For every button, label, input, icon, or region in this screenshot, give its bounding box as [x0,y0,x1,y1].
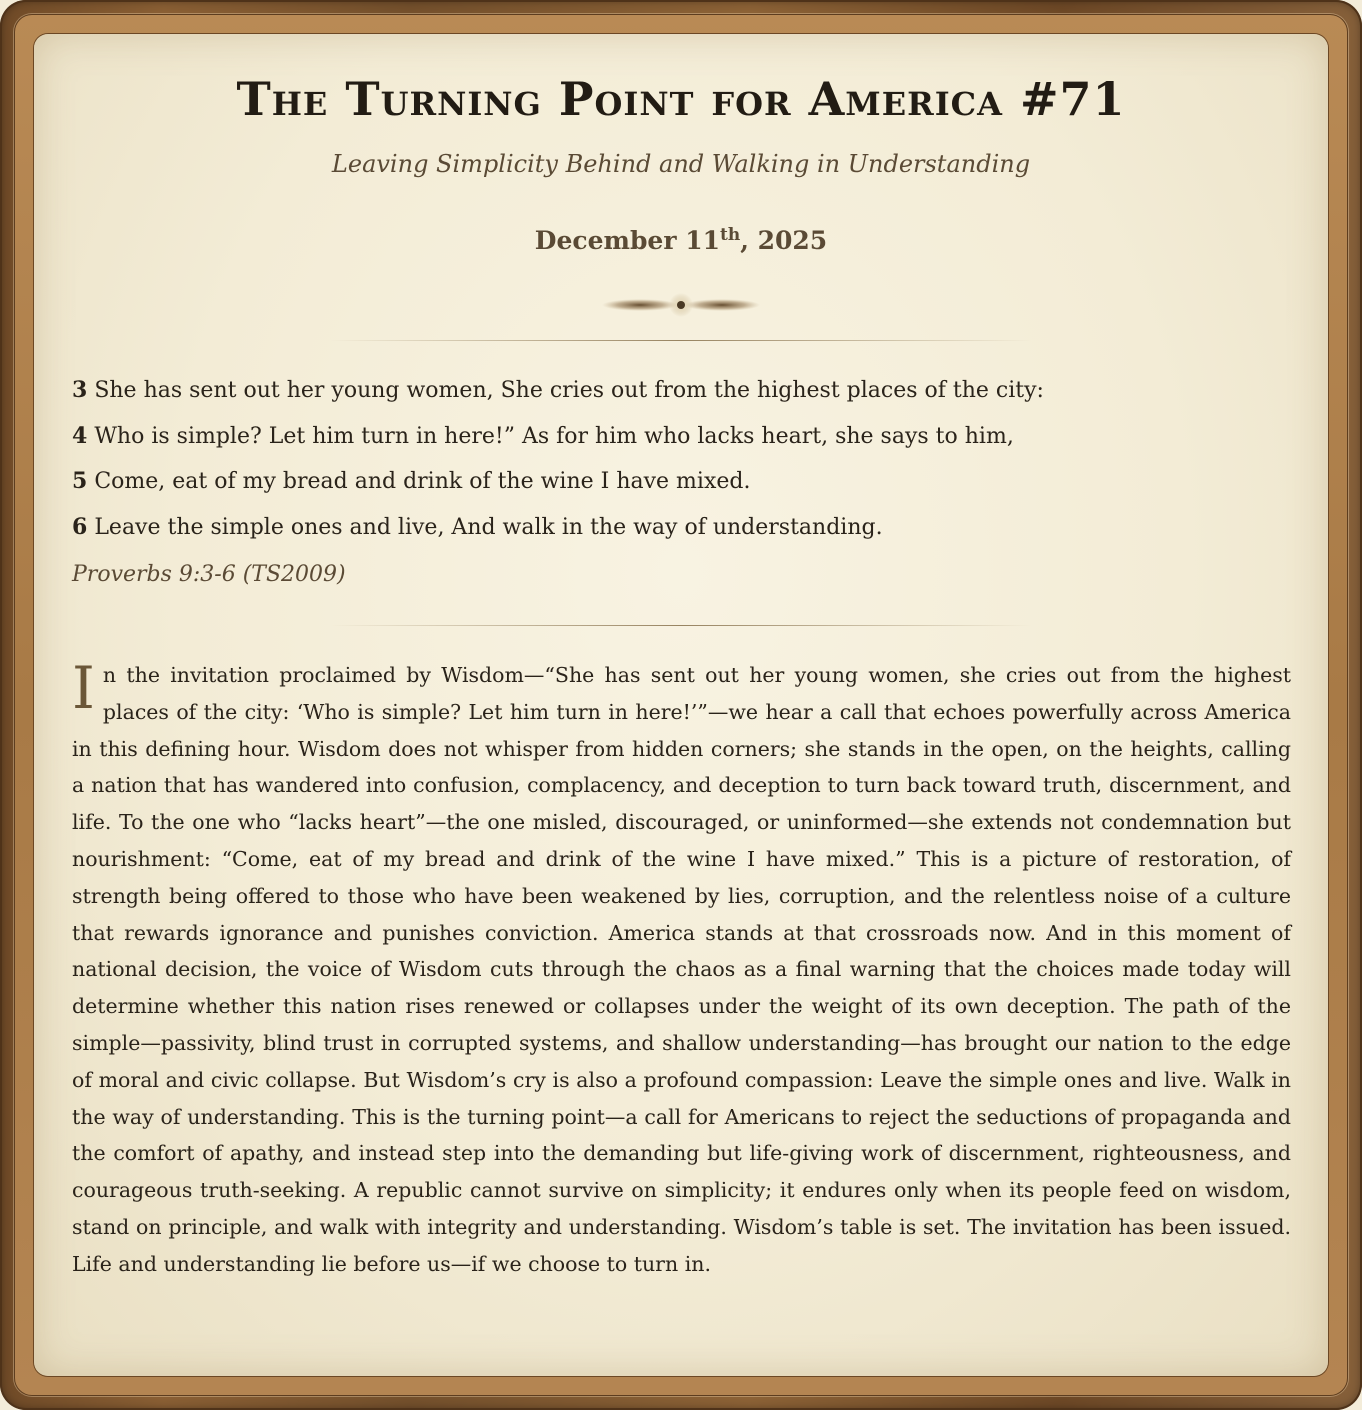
drop-cap: I [72,654,95,722]
page-title: The Turning Point for America #71 [236,72,1126,126]
verse-number: 5 [72,468,88,494]
divider-line-top [330,340,1032,341]
scripture-citation: Proverbs 9:3-6 (TS2009) [72,562,346,587]
date-main: December 11 [534,226,720,255]
verse-text: Leave the simple ones and live, And walk in the way of understanding. [94,514,883,540]
divider-line-middle [330,625,1032,626]
verse-text: Who is simple? Let him turn in here!” As for him who lacks heart, she says to him, [94,423,1014,449]
verse-3 [72,372,1292,418]
publication-date [0,226,1362,255]
ornament-divider-icon [600,290,762,320]
verse-number: 4 [72,422,88,449]
verse-number: 3 [72,377,88,403]
article-text: n the invitation proclaimed by Wisdom—“She has sent out her young women, she cries out from the highest places of the city: ‘Who is simple? Let him turn in here!’”—we hear a call that echoes powerfully across America in this defining hour. Wisdom does not whisper from hidden corners; she stands in the open, on the heights, calling a nation that has wandered into confusion, complacency, and deception to turn back toward truth, discernment, and life. To the one who “lacks heart”—the one misled, discouraged, or uninformed—she extends not condemnation but nourishment: “Come, eat of my bread and drink of the wine I have mixed.” This is a picture of restoration, of strength being offered to those who have been weakened by lies, corruption, and the relentless noise of a culture that rewards ignorance and punishes conviction. America stands at that crossroads now. And in this moment of national decision, the voice of Wisdom cuts through the chaos as a final warning that the choices made today will determine whether this nation rises renewed or collapses under the weight of its own deception. The path of the simple—passivity, blind trust in corrupted systems, and shallow understanding—has brought our nation to the edge of moral and civic collapse. But Wisdom’s cry is also a profound compassion: Leave the simple ones and live. Walk in the way of understanding. This is the turning point—a call for Americans to reject the seductions of propaganda and the comfort of apathy, and instead step into the demanding but life-giving work of discernment, righteousness, and courageous truth-seeking. A republic cannot survive on simplicity; it endures only when its people feed on wisdom, stand on principle, and walk with integrity and understanding. Wisdom’s table is set. The invitation has been issued. Life and understanding lie before us—if we choose to turn in. [72,663,1291,1276]
page-subtitle: Leaving Simplicity Behind and Walking in Understanding [331,150,1031,178]
verse-5 [72,463,1292,509]
verse-number: 6 [72,513,88,540]
article-body [72,654,1291,1283]
date-ordinal: th [720,225,741,245]
scripture-verses [72,372,1292,554]
verse-text: Come, eat of my bread and drink of the wine I have mixed. [94,469,751,494]
verse-text: She has sent out her young women, She cries out from the highest places of the city: [94,378,1044,403]
verse-4 [72,418,1292,464]
date-year: , 2025 [740,226,828,255]
verse-6 [72,509,1292,555]
